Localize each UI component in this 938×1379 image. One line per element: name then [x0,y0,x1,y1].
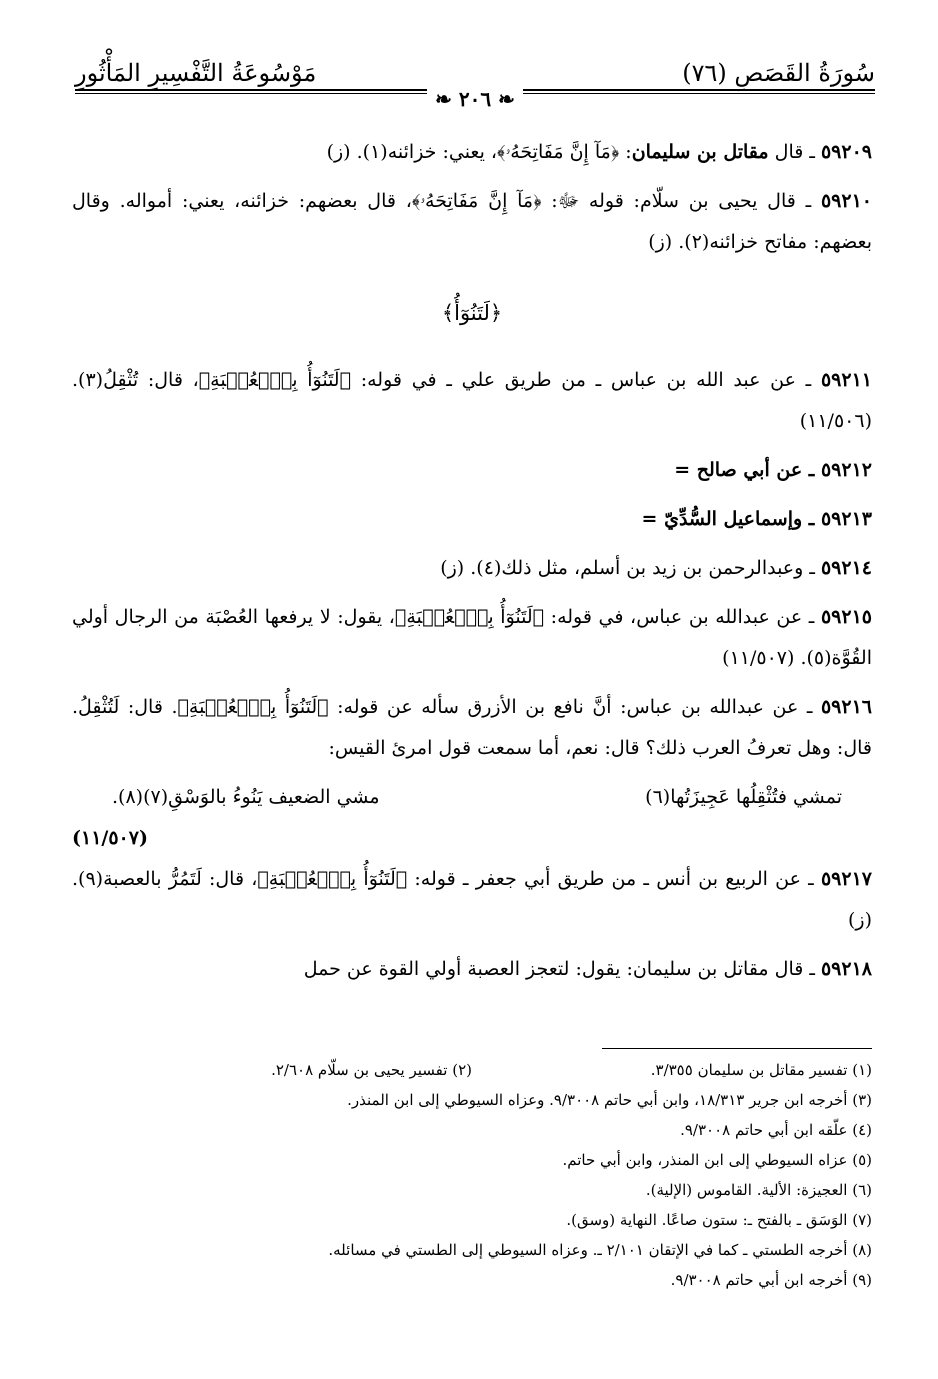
narration-text: ـ وعبدالرحمن بن زيد بن أسلم، مثل ذلك(٤). (ز) [440,557,821,579]
section-title: ﴿لَتَنُوٓأُ﴾ [441,301,503,325]
poetry-verse [72,777,872,818]
footnote-1: (١) تفسير مقاتل بن سليمان ٣/٣٥٥. [650,1061,872,1079]
narration-number: ٥٩٢٠٩ [820,141,872,163]
narration-number: ٥٩٢١٦ [820,696,872,718]
narration-text: ـ عن عبدالله بن عباس، في قوله: ﴿لَتَنُوٓأُ بِٱلۡعُصۡبَةِ﴾، يقول: لا يرفعها العُصْبَة من الرجال أولي القُوَّة(٥). (١١/٥٠٧) [72,606,872,669]
narration-number: ٥٩٢١٧ [820,868,872,890]
footnote-5: (٥) عزاه السيوطي إلى ابن المنذر، وابن أبي حاتم. [562,1151,872,1169]
narration-number: ٥٩٢١٣ [820,508,872,530]
surah-title: سُورَةُ القَصَصِ (٧٦) [682,59,875,87]
narration-text: ـ عن الربيع بن أنس ـ من طريق أبي جعفر ـ قوله: ﴿لَتَنُوٓأُ بِٱلۡعُصۡبَةِ﴾، قال: لَتَمُرُّ بالعصبة(٩). (ز) [72,868,872,931]
narrator-name: مقاتل بن سليمان [631,141,769,163]
narration-text: ـ عن عبد الله بن عباس ـ من طريق علي ـ في قوله: ﴿لَتَنُوٓأُ بِٱلۡعُصۡبَةِ﴾، قال: تُثْقِلُ(٣). (١١/٥٠٦) [72,369,872,432]
footnote-rule [602,1048,872,1049]
narration-number: ٥٩٢١٥ [820,606,872,628]
narration-59214 [72,548,872,589]
narration-59218 [72,949,872,990]
page-number-text: ٢٠٦ [458,87,492,111]
narration-number: ٥٩٢١٢ [820,459,872,481]
footnote-9: (٩) أخرجه ابن أبي حاتم ٩/٣٠٠٨. [670,1271,872,1289]
narration-59213 [72,499,872,540]
narration-number: ٥٩٢١٨ [820,958,872,980]
narration-59212 [72,450,872,491]
footnote-2: (٢) تفسير يحيى بن سلّام ٢/٦٠٨. [271,1061,472,1079]
narration-text: ـ عن عبدالله بن عباس: أنَّ نافع بن الأزرق سأله عن قوله: ﴿لَتَنُوٓأُ بِٱلۡعُصۡبَةِ﴾. قال: لَتُثْقِلُ. قال: وهل تعرفُ العرب ذلك؟ قال: نعم، أما سمعت قول امرئ القيس: [72,696,872,759]
narration-number: ٥٩٢١٤ [820,557,872,579]
narration-number: ٥٩٢١٠ [820,190,872,212]
footnote-row [72,1055,872,1085]
main-text [72,132,872,998]
footnote-6: (٦) العجيزة: الألية. القاموس (الإلية). [645,1181,872,1199]
footnotes [72,1048,872,1295]
narration-59210 [72,181,872,263]
page-header [75,55,875,115]
narration-text: ـ قال مقاتل بن سليمان: يقول: لتعجز العصبة أولي القوة عن حمل [303,958,821,980]
narration-59211 [72,360,872,442]
narration-number: ٥٩٢١١ [820,369,872,391]
narration-59209 [72,132,872,173]
narration-text: ـ وإسماعيل السُّدِّيّ = [641,508,821,530]
narration-text: ـ قال [768,141,821,163]
footnote-8: (٨) أخرجه الطستي ـ كما في الإتقان ٢/١٠١ ـ. وعزاه السيوطي إلى الطستي في مسائله. [328,1241,872,1259]
verse-hemistich-second: مشي الضعيف يَنُوءُ بالوَسْقِ(٧)(٨). [112,786,380,808]
footnote-4: (٤) علّقه ابن أبي حاتم ٩/٣٠٠٨. [680,1121,872,1139]
volume-reference: (١١/٥٠٧) [72,827,148,849]
verse-hemistich-first: تمشي فتُثْقِلُها عَجِيزَتُها(٦) [645,786,842,808]
narration-text: ـ عن أبي صالح = [674,459,821,481]
footnote-3: (٣) أخرجه ابن جرير ١٨/٣١٣، وابن أبي حاتم ٩/٣٠٠٨. وعزاه السيوطي إلى ابن المنذر. [347,1091,872,1109]
narration-59215 [72,597,872,679]
narration-59217 [72,859,872,941]
narration-text: : ﴿مَآ إِنَّ مَفَاتِحَهُۥ﴾، يعني: خزائنه(١). (ز) [326,141,632,163]
page-number: ❧ ٢٠٦ ❧ [75,87,875,111]
narration-59216 [72,687,872,769]
footnote-7: (٧) الوَسَق ـ بالفتح ـ: ستون صاعًا. النهاية (وسق). [566,1211,872,1229]
narration-text: ـ قال يحيى بن سلّام: قوله ﷻ: ﴿مَآ إِنَّ مَفَاتِحَهُۥ﴾، قال بعضهم: خزائنه، يعني: أمواله. وقال بعضهم: مفاتح خزائنه(٢). (ز) [72,190,872,253]
book-title: مَوْسُوعَةُ التَّفْسِيرِ المَأْثُورِ [75,59,317,87]
